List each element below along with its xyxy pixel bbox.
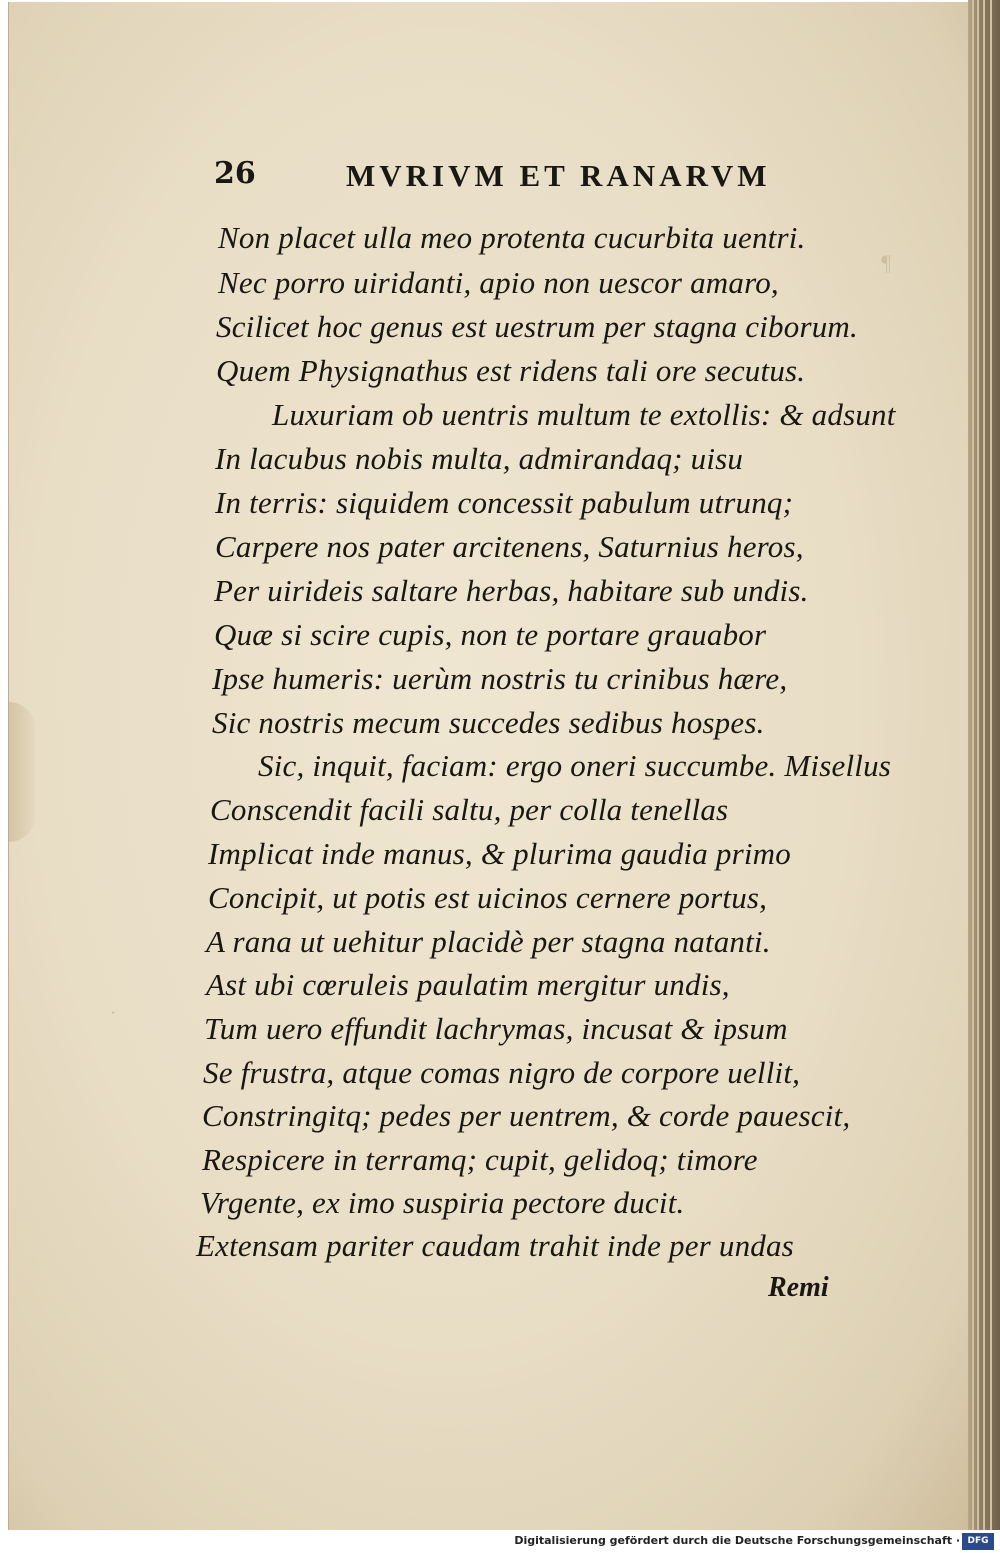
verse-line: Sic, inquit, faciam: ergo oneri succumbe. Misellus <box>258 748 892 783</box>
verse-line: Ipse humeris: uerùm nostris tu crinibus hære, <box>212 661 788 696</box>
digitization-footer <box>0 1530 1000 1553</box>
verse-line: Per uirideis saltare herbas, habitare sub undis. <box>214 573 809 608</box>
show-through-text: ¶ <box>880 250 892 275</box>
verse-line: Constringitq; pedes per uentrem, & corde pauescit, <box>202 1098 851 1133</box>
verse-line: Tum uero effundit lachrymas, incusat & ipsum <box>204 1011 788 1046</box>
verse-line: Quem Physignathus est ridens tali ore secutus. <box>216 353 806 388</box>
show-through-text: · <box>110 1000 116 1025</box>
catchword: Remi <box>768 1272 829 1303</box>
running-title: MVRIVM ET RANARVM <box>346 158 771 193</box>
verse-line: Non placet ulla meo protenta cucurbita uentri. <box>218 220 806 255</box>
verse-line: Quæ si scire cupis, non te portare grauabor <box>214 617 767 652</box>
verse-line: In lacubus nobis multa, admirandaq; uisu <box>215 441 744 476</box>
verse-line: Nec porro uiridanti, apio non uescor amaro, <box>218 265 779 300</box>
verse-line: Scilicet hoc genus est uestrum per stagna ciborum. <box>216 309 858 344</box>
verse-line: Conscendit facili saltu, per colla tenellas <box>210 792 729 827</box>
verse-line: Sic nostris mecum succedes sedibus hospes. <box>212 705 765 740</box>
funding-note: Digitalisierung gefördert durch die Deutsche Forschungsgemeinschaft · <box>514 1534 960 1547</box>
verse-line: Extensam pariter caudam trahit inde per undas <box>196 1228 794 1263</box>
verse-line: Vrgente, ex imo suspiria pectore ducit. <box>200 1185 685 1220</box>
verse-line: Implicat inde manus, & plurima gaudia primo <box>208 836 791 871</box>
verse-line: A rana ut uehitur placidè per stagna natanti. <box>206 924 771 959</box>
verse-line: Carpere nos pater arcitenens, Saturnius heros, <box>215 529 804 564</box>
page-number: 26 <box>214 156 256 191</box>
verse-line: In terris: siquidem concessit pabulum utrunq; <box>215 485 794 520</box>
verse-line: Ast ubi cœruleis paulatim mergitur undis, <box>206 967 730 1002</box>
verse-line: Concipit, ut potis est uicinos cernere portus, <box>208 880 768 915</box>
verse-line: Respicere in terramq; cupit, gelidoq; timore <box>202 1142 758 1177</box>
verse-line: Luxuriam ob uentris multum te extollis: & adsunt <box>272 397 896 432</box>
dfg-logo: DFG <box>962 1533 994 1550</box>
verse-line: Se frustra, atque comas nigro de corpore uellit, <box>203 1055 801 1090</box>
